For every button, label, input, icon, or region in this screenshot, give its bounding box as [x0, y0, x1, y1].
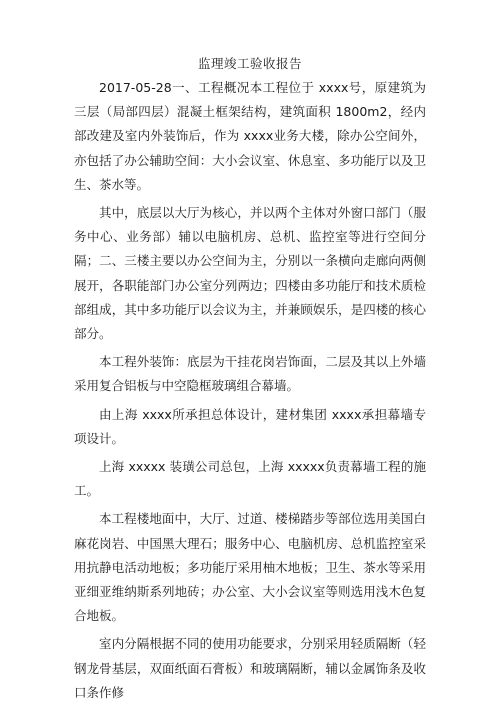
document-title: 监理竣工验收报告 — [197, 56, 302, 71]
paragraph-design: 由上海 xxxx所承担总体设计，建材集团 xxxx承担幕墙专项设计。 — [74, 406, 426, 446]
paragraph-floor-layout: 其中，底层以大厅为核心，并以两个主体对外窗口部门（服务中心、业务部）辅以电脑机房、总机、监控室等进行空间分隔；二、三楼主要以办公空间为主，分别以一条横向走廊向两侧展开，各职能部门办公室分列两边；四楼由多功能厅和技术质检部组成，其中多功能厅以会议为主，并兼顾娱乐，是四楼的核心部分。 — [74, 205, 426, 342]
paragraph-exterior: 本工程外装饰：底层为干挂花岗岩饰面，二层及其以上外墙采用复合铝板与中空隐框玻璃组合幕墙。 — [74, 354, 426, 394]
paragraph-partitions: 室内分隔根据不同的使用功能要求，分别采用轻质隔断（轻钢龙骨基层，双面纸面石膏板）和玻璃隔断，辅以金属饰条及收口条作修 — [74, 636, 426, 700]
document-body — [74, 76, 426, 709]
paragraph-flooring: 本工程楼地面中，大厅、过道、楼梯踏步等部位选用美国白麻花岗岩、中国黑大理石；服务中心、电脑机房、总机监控室采用抗静电活动地板；多功能厅采用柚木地板；卫生、茶水等采用亚细亚维纳斯系列地砖；办公室、大小会议室等则选用浅木色复合地板。 — [74, 511, 426, 624]
paragraph-construction: 上海 xxxxx 装璜公司总包，上海 xxxxx负责幕墙工程的施工。 — [74, 459, 426, 499]
paragraph-overview: 2017-05-28一、工程概况本工程位于 xxxx号，原建筑为三层（局部四层）混凝土框架结构，建筑面积 1800m2，经内部改建及室内外装饰后，作为 xxxx业务大楼，除办公空间外，亦包括了办公辅助空间：大小会议室、休息室、多功能厅以及卫生、茶水等。 — [74, 80, 426, 192]
